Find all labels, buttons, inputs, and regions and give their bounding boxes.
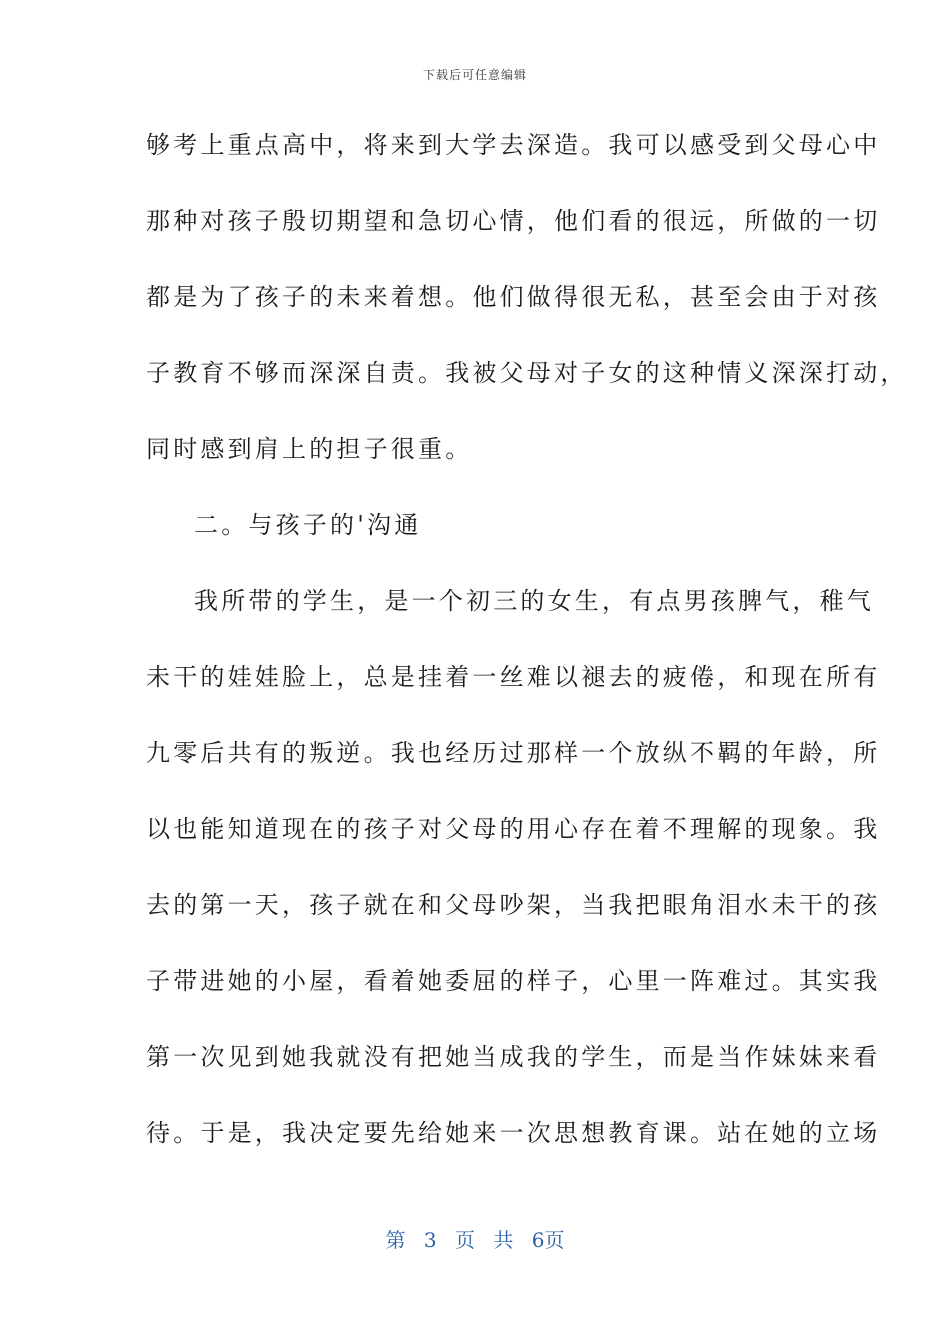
- body-line: 以也能知道现在的孩子对父母的用心存在着不理解的现象。我: [146, 815, 881, 843]
- body-line: 够考上重点高中，将来到大学去深造。我可以感受到父母心中: [146, 131, 881, 159]
- body-line: 子教育不够而深深自责。我被父母对子女的这种情义深深打动，: [146, 359, 908, 387]
- footer-page-unit: 页: [455, 1228, 475, 1252]
- footer-total-label: 共: [493, 1228, 514, 1252]
- body-line: 九零后共有的叛逆。我也经历过那样一个放纵不羁的年龄，所: [146, 739, 881, 767]
- section-heading: 二。与孩子的'沟通: [194, 511, 422, 539]
- body-line: 待。于是，我决定要先给她来一次思想教育课。站在她的立场: [146, 1119, 881, 1147]
- body-line: 未干的娃娃脸上，总是挂着一丝难以褪去的疲倦，和现在所有: [146, 663, 881, 691]
- body-line: 同时感到肩上的担子很重。: [146, 435, 473, 463]
- body-line: 那种对孩子殷切期望和急切心情，他们看的很远，所做的一切: [146, 207, 881, 235]
- footer-page-label: 第: [385, 1228, 406, 1252]
- footer-current-page: 3: [423, 1228, 437, 1252]
- body-line: 去的第一天，孩子就在和父母吵架，当我把眼角泪水未干的孩: [146, 891, 881, 919]
- page-header: 下载后可任意编辑: [422, 68, 527, 82]
- footer-total-pages: 6页: [531, 1228, 565, 1252]
- page-footer: [0, 1224, 950, 1253]
- body-line: 子带进她的小屋，看着她委屈的样子，心里一阵难过。其实我: [146, 967, 881, 995]
- body-line: 我所带的学生，是一个初三的女生，有点男孩脾气，稚气: [194, 587, 874, 615]
- document-body: [146, 122, 908, 1186]
- body-line: 第一次见到她我就没有把她当成我的学生，而是当作妹妹来看: [146, 1043, 881, 1071]
- body-line: 都是为了孩子的未来着想。他们做得很无私，甚至会由于对孩: [146, 283, 881, 311]
